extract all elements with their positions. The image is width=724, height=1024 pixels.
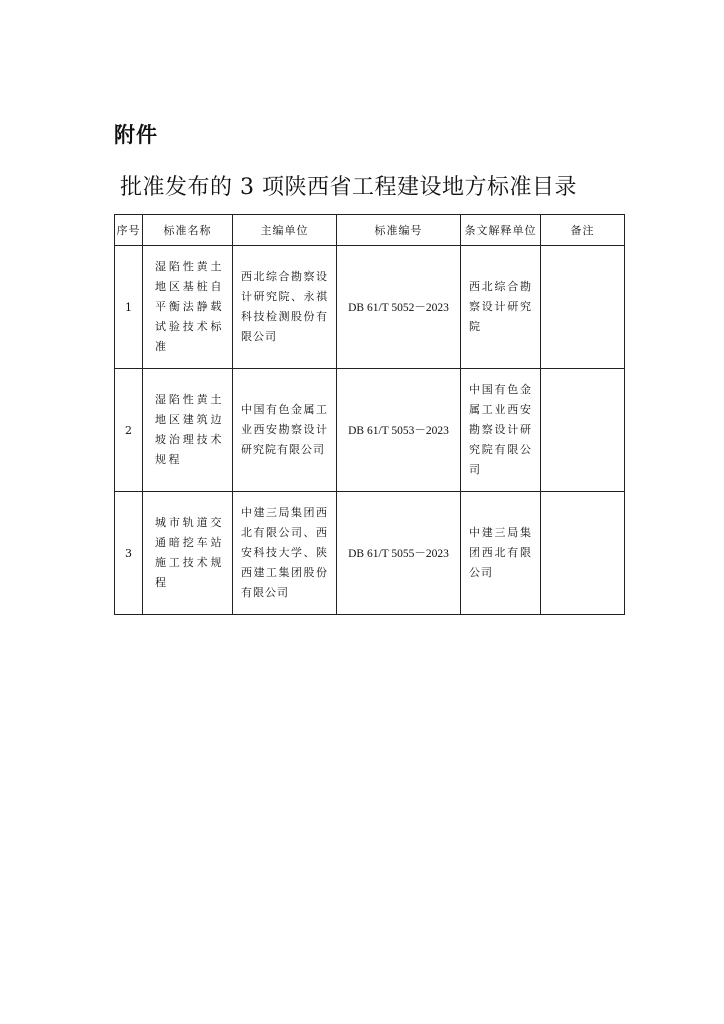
interpreting-unit-cell [461,369,541,492]
interpreting-unit-cell [461,246,541,369]
chief-editor: 西北综合勘察设计研究院、永祺科技检测股份有限公司 [241,270,328,343]
table-header-row [115,215,625,246]
header-interpreting-unit: 条文解释单位 [461,215,541,246]
chief-editor: 中国有色金属工业西安勘察设计研究院有限公司 [241,403,328,456]
header-chief-editor: 主编单位 [233,215,337,246]
remarks-cell [541,369,625,492]
standard-code-cell: DB 61/T 5055－2023 [337,492,461,615]
serial-no-cell: 2 [115,369,143,492]
interpreting-unit: 中国有色金属工业西安勘察设计研究院有限公司 [469,383,532,476]
table-row [115,369,625,492]
standards-table [114,214,625,615]
attachment-label: 附件 [114,123,158,147]
chief-editor-cell [233,369,337,492]
serial-no-cell: 3 [115,492,143,615]
interpreting-unit-cell [461,492,541,615]
serial-no-cell: 1 [115,246,143,369]
table-row [115,246,625,369]
standard-name-cell [143,246,233,369]
remarks-cell [541,246,625,369]
standard-name: 城市轨道交通暗挖车站施工技术规程 [155,516,224,589]
header-standard-code: 标准编号 [337,215,461,246]
interpreting-unit: 中建三局集团西北有限公司 [469,526,532,579]
standard-name: 湿陷性黄土地区建筑边坡治理技术规程 [155,393,224,466]
header-serial-no: 序号 [115,215,143,246]
header-standard-name: 标准名称 [143,215,233,246]
standard-name: 湿陷性黄土地区基桩自平衡法静载试验技术标准 [155,260,224,353]
remarks-cell [541,492,625,615]
table-row [115,492,625,615]
standard-name-cell [143,369,233,492]
standard-code-cell: DB 61/T 5053－2023 [337,369,461,492]
chief-editor-cell [233,492,337,615]
standard-code-cell: DB 61/T 5052－2023 [337,246,461,369]
standard-name-cell [143,492,233,615]
header-remarks: 备注 [541,215,625,246]
chief-editor-cell [233,246,337,369]
document-title: 批准发布的 3 项陕西省工程建设地方标准目录 [120,175,577,200]
chief-editor: 中建三局集团西北有限公司、西安科技大学、陕西建工集团股份有限公司 [241,506,328,599]
interpreting-unit: 西北综合勘察设计研究院 [469,280,532,333]
